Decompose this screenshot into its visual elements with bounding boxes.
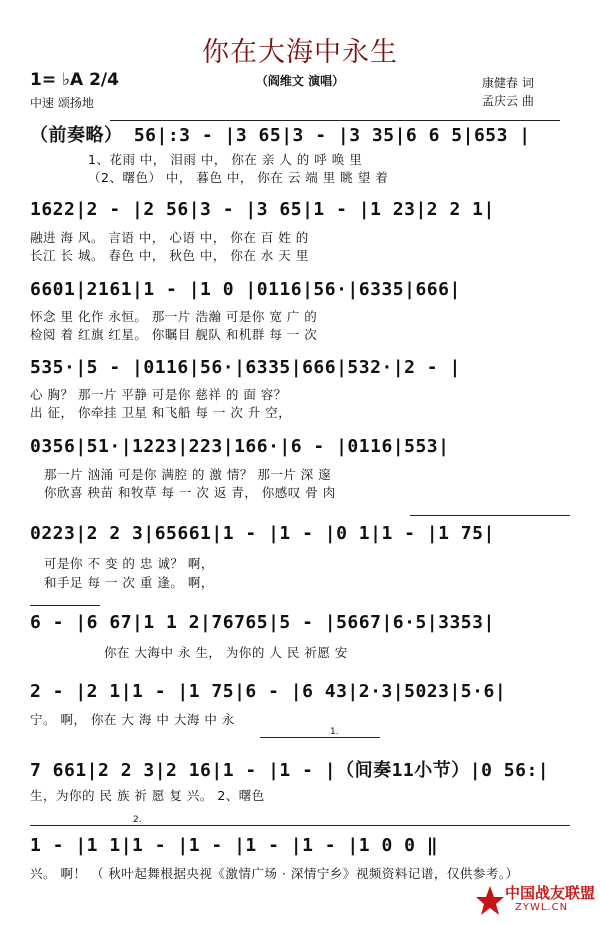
lyric-line: 宁。 啊， 你在 大 海 中 大海 中 永 xyxy=(30,712,235,727)
lyric-line: 1、花雨 中， 泪雨 中， 你在 亲 人 的 呼 唤 里 xyxy=(88,152,363,167)
lyric-line: 和手足 每 一 次 重 逢。 啊， xyxy=(44,575,214,590)
notation-row: （前奏略） 56|:3 - |3 65|3 - |3 35|6 6 5|653 | xyxy=(30,125,531,146)
notation-row: 6601|2161|1 - |1 0 |0116|56·|6335|666| xyxy=(30,279,461,300)
notation-row: 2 - |2 1|1 - |1 75|6 - |6 43|2·3|5023|5·6| xyxy=(30,681,507,702)
lyric-line: 你在 大海中 永 生， 为你的 人 民 祈愿 安 xyxy=(104,645,348,660)
song-title: 你在大海中永生 xyxy=(202,37,398,68)
lyric-line: 心 胸？ 那一片 平静 可是你 慈祥 的 面 容？ xyxy=(30,387,287,402)
lyric-line: 那一片 汹涌 可是你 满腔 的 激 情？ 那一片 深 邃 xyxy=(44,467,332,482)
notation-row: 1 - |1 1|1 - |1 - |1 - |1 - |1 0 0 ‖ xyxy=(30,835,439,856)
lyric-line: 怀念 里 化作 永恒。 那一片 浩瀚 可是你 宽 广 的 xyxy=(30,309,318,324)
performer-credit: （阎维文 演唱） xyxy=(255,74,345,88)
lyric-line: 检阅 着 红旗 红星。 你瞩目 舰队 和机群 每 一 次 xyxy=(30,327,318,342)
notation-row: 1622|2 - |2 56|3 - |3 65|1 - |1 23|2 2 1| xyxy=(30,199,495,220)
lyric-line: 你欣喜 秧苗 和牧草 每 一 次 返 青， 你感叹 骨 肉 xyxy=(44,485,336,500)
tempo-marking: 中速 颂扬地 xyxy=(30,96,94,110)
lyric-line: 可是你 不 变 的 忠 诚？ 啊， xyxy=(44,556,214,571)
key-signature: 1= ♭A 2/4 xyxy=(30,70,119,90)
notation-row: 7 661|2 2 3|2 16|1 - |1 - |（间奏11小节）|0 56:| xyxy=(30,760,550,781)
star-emblem-icon xyxy=(475,884,505,920)
notation-row: 6 - |6 67|1 1 2|76765|5 - |5667|6·5|3353| xyxy=(30,612,495,633)
lyric-line: 生，为你的 民 族 祈 愿 复 兴。 2、曙色 xyxy=(30,788,265,803)
notation-row: 0356|51·|1223|223|166·|6 - |0116|553| xyxy=(30,436,450,457)
lyric-line: 融进 海 风。 言语 中， 心语 中， 你在 百 姓 的 xyxy=(30,230,309,245)
lyric-line: 出 征， 你牵挂 卫星 和飞船 每 一 次 升 空， xyxy=(30,405,292,420)
composer-credit: 孟庆云 曲 xyxy=(482,94,534,108)
lyric-line: 长江 长 城。 春色 中， 秋色 中， 你在 水 天 里 xyxy=(30,248,309,263)
notation-row: 0223|2 2 3|65661|1 - |1 - |0 1|1 - |1 75| xyxy=(30,523,495,544)
lyricist-credit: 康健春 词 xyxy=(482,76,534,90)
lyric-line: （2、曙色） 中， 暮色 中， 你在 云 端 里 眺 望 着 xyxy=(88,170,389,185)
site-watermark-logo: 中国战友联盟 ZYWL.CN xyxy=(475,882,595,922)
notation-row: 535·|5 - |0116|56·|6335|666|532·|2 - | xyxy=(30,357,461,378)
lyric-line: 兴。 啊！ （ 秋叶起舞根据央视《激情广场 · 深情宁乡》视频资料记谱，仅供参考。） xyxy=(30,866,519,881)
